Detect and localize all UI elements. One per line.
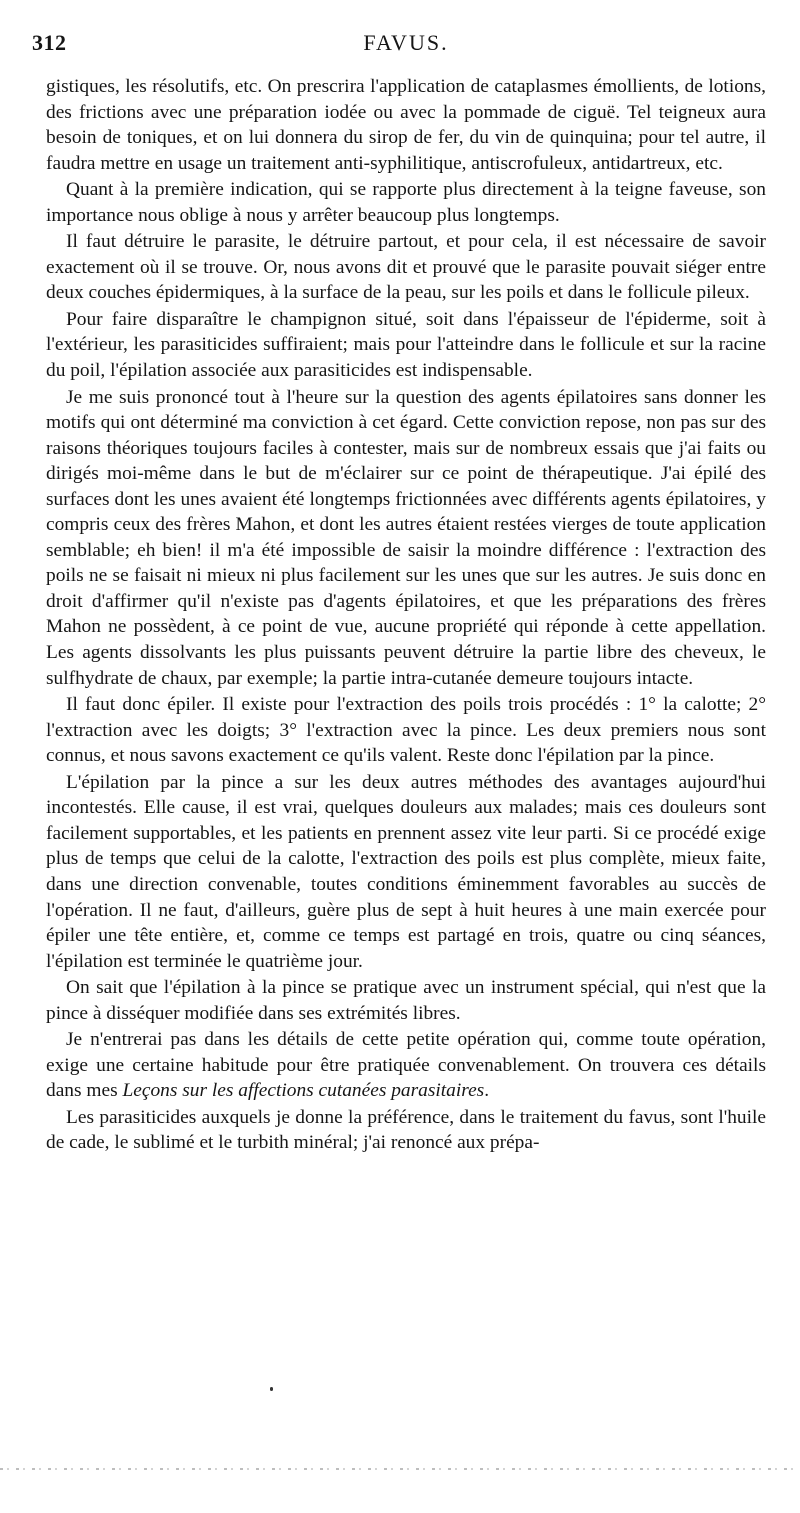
- paragraph-1: gistiques, les résolutifs, etc. On prescrira l'application de cataplasmes émollients, de lotions, des frictions avec une préparation iodée ou avec la pommade de ciguë. Tel teigneux aura besoin de toniques, et on lui donnera du sirop de fer, du vin de quinquina; pour tel autre, il faudra mettre en usage un traitement anti-syphilitique, antiscrofuleux, antidartreux, etc.: [46, 76, 766, 174]
- paragraph-8: On sait que l'épilation à la pince se pratique avec un instrument spécial, qui n'est que la pince à disséquer modifiée dans ses extrémités libres.: [46, 977, 766, 1024]
- paragraph-9-text: Je n'entrerai pas dans les détails de cette petite opération qui, comme toute opération, exige une certaine habitude pour être pratiquée convenablement. On trouvera ces détails dans mes: [46, 1029, 766, 1102]
- book-title-reference: Leçons sur les affections cutanées parasitaires: [122, 1080, 485, 1102]
- paragraph-7: L'épilation par la pince a sur les deux autres méthodes des avantages aujourd'hui incontestés. Elle cause, il est vrai, quelques douleurs aux malades; mais ces douleurs sont facilement supportables, et les patients en prennent assez vite leur parti. Si ce procédé exige plus de temps que celui de la calotte, l'extraction des poils est plus complète, mieux faite, dans une direction convenable, toutes conditions éminemment favorables au succès de l'opération. Il ne faut, d'ailleurs, guère plus de sept à huit heures à une main exercée pour épiler une tête entière, et, comme ce temps est partagé en trois, quatre ou cinq séances, l'épilation est terminée le quatrième jour.: [46, 771, 766, 972]
- stray-ink-mark: [270, 1387, 273, 1391]
- paragraph-10: Les parasiticides auxquels je donne la préférence, dans le traitement du favus, sont l'huile de cade, le sublimé et le turbith minéral; j'ai renoncé aux prépa-: [46, 1106, 766, 1154]
- paragraph-9-end: .: [484, 1080, 490, 1102]
- page-header: [32, 30, 766, 60]
- paragraph-3: Il faut détruire le parasite, le détruire partout, et pour cela, il est nécessaire de savoir exactement où il se trouve. Or, nous avons dit et prouvé que le parasite pouvait siéger entre deux couches épidermiques, à la surface de la peau, sur les poils et dans le follicule pileux.: [46, 231, 766, 304]
- paragraph-9: [46, 1027, 766, 1104]
- paragraph-4: Pour faire disparaître le champignon situé, soit dans l'épaisseur de l'épiderme, soit à l'extérieur, les parasiticides suffiraient; mais pour l'atteindre dans le follicule et sur la racine du poil, l'épilation associée aux parasiticides est indispensable.: [46, 308, 766, 382]
- paragraph-6: Il faut donc épiler. Il existe pour l'extraction des poils trois procédés : 1° la calotte; 2° l'extraction avec les doigts; 3° l'extraction avec la pince. Les deux premiers nous sont connus, et nous savons exactement ce qu'ils valent. Reste donc l'épilation par la pince.: [46, 694, 766, 767]
- paragraph-5: Je me suis prononcé tout à l'heure sur la question des agents épilatoires sans donner les motifs qui ont déterminé ma conviction à cet égard. Cette conviction repose, non pas sur des raisons théoriques toujours faciles à contester, mais sur de nombreux essais que j'ai faits ou dirigés moi-même dans le but de m'éclairer sur ce point de thérapeutique. J'ai épilé des surfaces dont les unes avaient été longtemps frictionnées avec différents agents épilatoires, y compris ceux des frères Mahon, et dont les autres étaient restées vierges de toute application semblable; eh bien! il m'a été impossible de saisir la moindre différence : l'extraction des poils ne se faisait ni mieux ni plus facilement sur les unes que sur les autres. Je suis donc en droit d'affirmer qu'il n'existe pas d'agents épilatoires, et que les préparations des frères Mahon ne possèdent, à ce point de vue, aucune propriété qui réponde à cette appellation. Les agents dissolvants les plus puissants peuvent détruire la partie libre des cheveux, le sulfhydrate de chaux, par exemple; la partie intra-cutanée demeure toujours intacte.: [46, 386, 766, 689]
- paragraph-2: Quant à la première indication, qui se rapporte plus directement à la teigne faveuse, son importance nous oblige à nous y arrêter beaucoup plus longtemps.: [46, 179, 766, 226]
- scan-edge-artifact: [0, 1468, 800, 1470]
- running-title: FAVUS.: [363, 30, 449, 55]
- page-number: 312: [32, 30, 67, 55]
- book-page: [32, 30, 766, 1157]
- body-text: [46, 74, 766, 1156]
